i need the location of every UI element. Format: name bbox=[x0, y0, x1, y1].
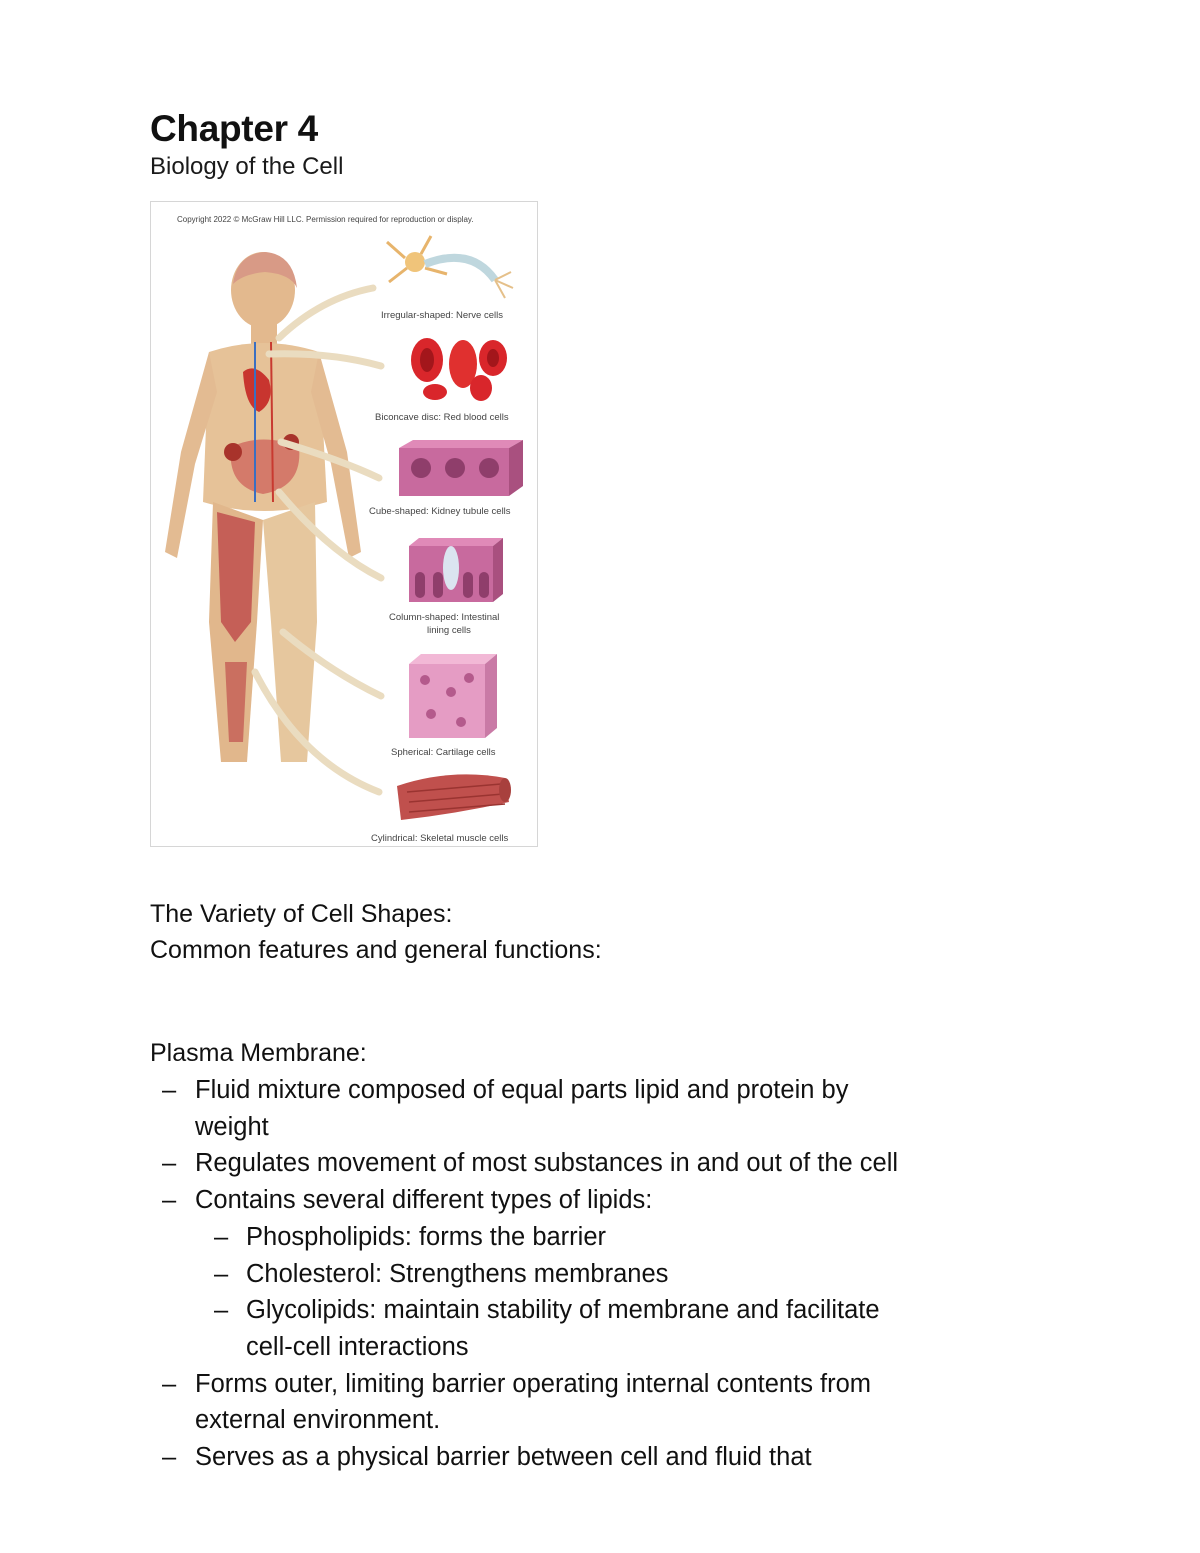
list-item-text: Cholesterol: Strengthens membranes bbox=[246, 1259, 669, 1288]
bullet-dash: – bbox=[162, 1149, 177, 1178]
kidney-cells-illustration bbox=[399, 440, 523, 496]
list-item bbox=[150, 1439, 1050, 1476]
bullet-dash: – bbox=[162, 1076, 177, 1104]
sub-list-item-continuation bbox=[150, 1329, 1050, 1366]
list-item bbox=[150, 1072, 1050, 1109]
sub-list-item bbox=[150, 1219, 1050, 1256]
list-item-text: Phospholipids: forms the barrier bbox=[246, 1222, 607, 1251]
cartilage-cells-illustration bbox=[409, 654, 497, 738]
list-item-text: Serves as a physical barrier between cell and fluid that bbox=[195, 1443, 812, 1472]
list-item bbox=[150, 1145, 1050, 1182]
cartilage-cells-label: Spherical: Cartilage cells bbox=[391, 747, 496, 758]
red-blood-cells-illustration bbox=[411, 338, 507, 401]
list-item-text: Contains several different types of lipids: bbox=[195, 1186, 653, 1215]
variety-heading: The Variety of Cell Shapes: bbox=[150, 900, 453, 928]
list-item-continuation bbox=[150, 1402, 1050, 1439]
list-item-text: Fluid mixture composed of equal parts lipid and protein by bbox=[195, 1076, 849, 1104]
figure-copyright: Copyright 2022 © McGraw Hill LLC. Permission required for reproduction or display. bbox=[177, 215, 474, 224]
features-heading: Common features and general functions: bbox=[150, 936, 602, 964]
list-item-continuation bbox=[150, 1109, 1050, 1146]
bullet-dash: – bbox=[214, 1296, 229, 1325]
list-item bbox=[150, 1366, 1050, 1403]
list-item-text: cell-cell interactions bbox=[246, 1332, 469, 1361]
list-item-text: weight bbox=[195, 1112, 269, 1141]
list-item-text: Regulates movement of most substances in and out of the cell bbox=[195, 1149, 899, 1178]
page-title: Chapter 4 bbox=[150, 108, 318, 149]
sub-list-item bbox=[150, 1292, 1050, 1329]
cell-shapes-figure bbox=[150, 201, 538, 847]
red-blood-cells-label: Biconcave disc: Red blood cells bbox=[375, 412, 509, 423]
membrane-heading: Plasma Membrane: bbox=[150, 1039, 367, 1067]
kidney-cells-label: Cube-shaped: Kidney tubule cells bbox=[369, 506, 511, 517]
bullet-dash: – bbox=[162, 1443, 177, 1472]
bullet-dash: – bbox=[162, 1186, 177, 1215]
list-item bbox=[150, 1182, 1050, 1219]
muscle-cells-label: Cylindrical: Skeletal muscle cells bbox=[371, 833, 509, 844]
page-subtitle: Biology of the Cell bbox=[150, 153, 344, 180]
list-item-text: external environment. bbox=[195, 1406, 441, 1435]
list-item-text: Glycolipids: maintain stability of membrane and facilitate bbox=[246, 1296, 880, 1325]
bullet-dash: – bbox=[214, 1222, 229, 1251]
muscle-cells-illustration bbox=[397, 774, 511, 820]
sub-list-item bbox=[150, 1256, 1050, 1293]
intestinal-cells-illustration bbox=[409, 538, 503, 602]
membrane-bullet-list bbox=[150, 1072, 1050, 1476]
intestinal-cells-label-line2: lining cells bbox=[427, 625, 471, 636]
bullet-dash: – bbox=[162, 1369, 177, 1398]
bullet-dash: – bbox=[214, 1259, 229, 1288]
nerve-cell-illustration bbox=[387, 236, 513, 298]
nerve-cell-label: Irregular-shaped: Nerve cells bbox=[381, 310, 503, 321]
intestinal-cells-label-line1: Column-shaped: Intestinal bbox=[389, 612, 500, 623]
figure-illustration bbox=[151, 202, 539, 848]
list-item-text: Forms outer, limiting barrier operating internal contents from bbox=[195, 1369, 872, 1398]
